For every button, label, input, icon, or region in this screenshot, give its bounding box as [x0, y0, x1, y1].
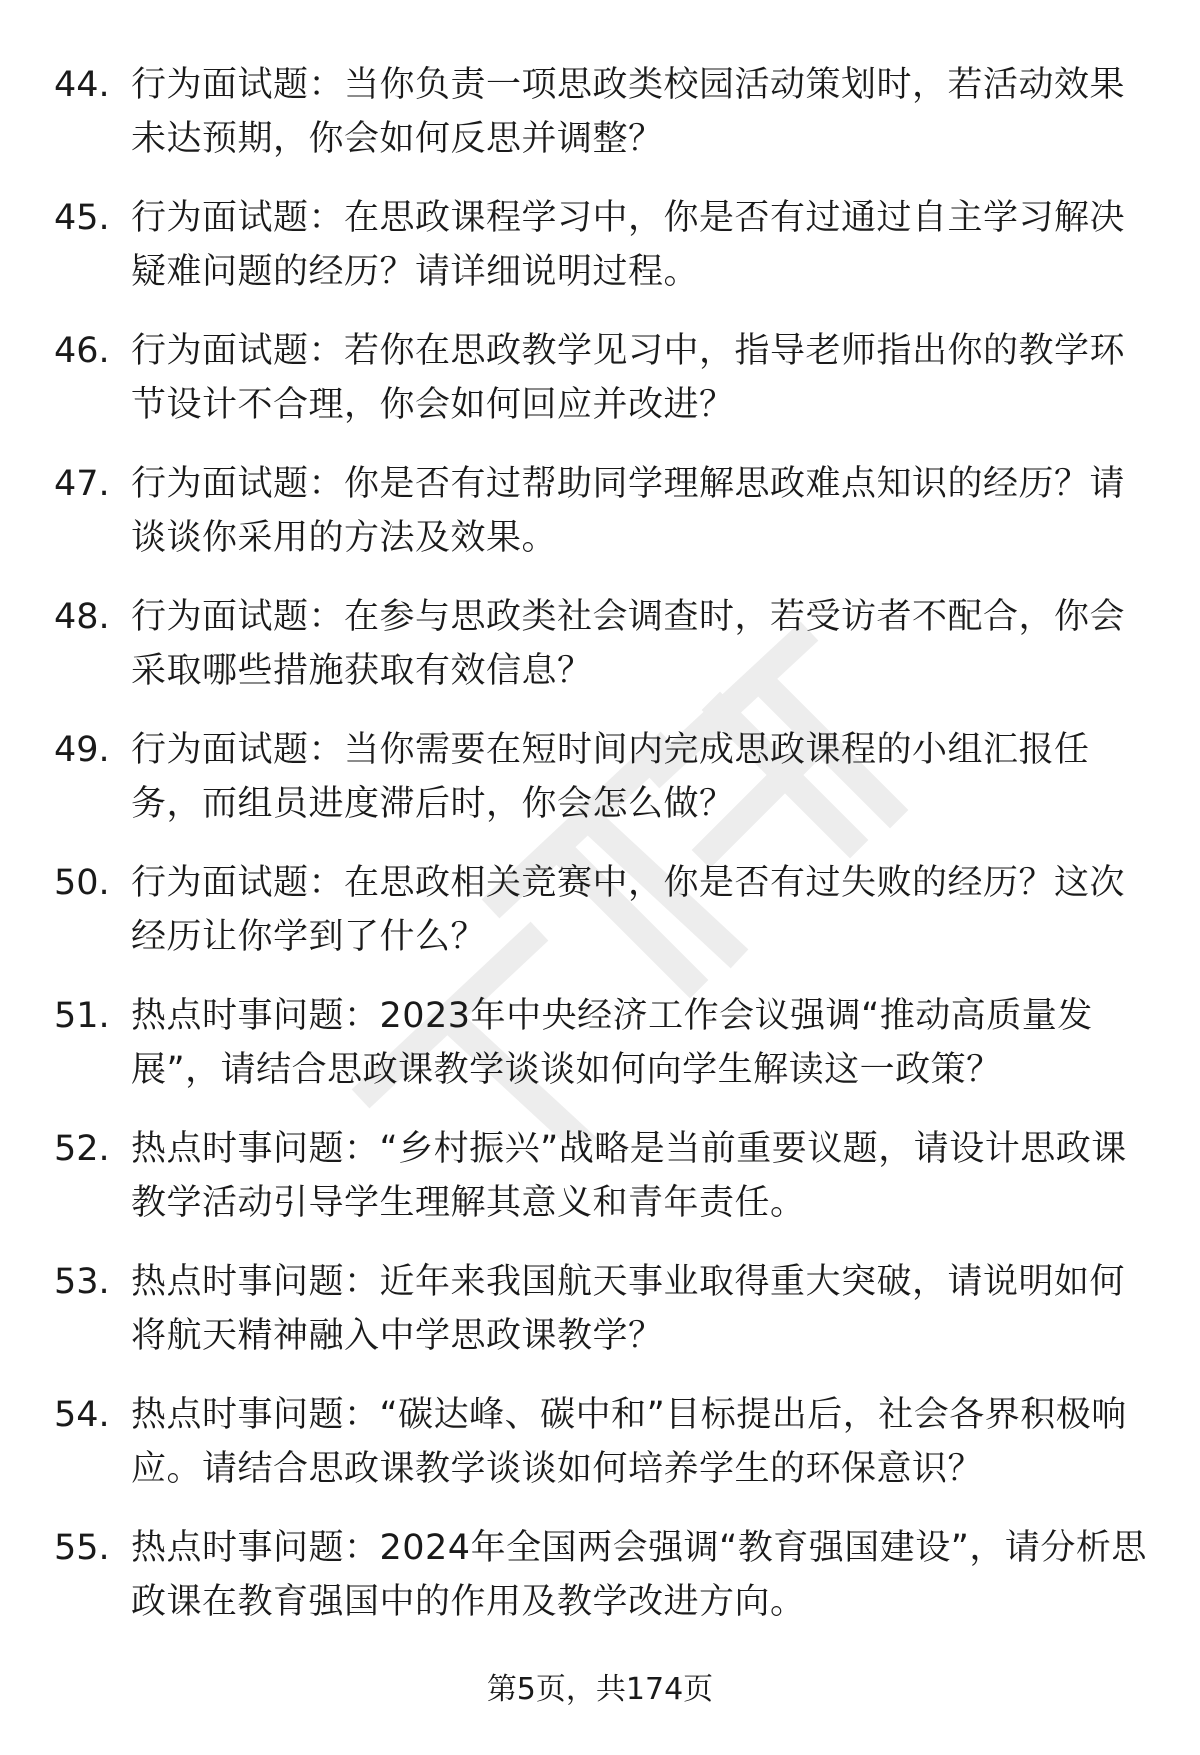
list-item	[0, 457, 1200, 590]
list-item	[0, 1388, 1200, 1521]
question-number: 55.	[54, 1528, 110, 1568]
question-text: 热点时事问题：2024年全国两会强调“教育强国建设”，请分析思政课在教育强国中的作用及教学改进方向。	[131, 1528, 1147, 1622]
question-number: 53.	[54, 1262, 110, 1302]
list-item	[0, 1122, 1200, 1255]
page-footer: 第5页，共174页	[486, 1672, 714, 1707]
question-text: 行为面试题：当你负责一项思政类校园活动策划时，若活动效果未达预期，你会如何反思并调整？	[131, 65, 1126, 159]
question-list	[0, 58, 1200, 1654]
question-text: 行为面试题：在思政相关竞赛中，你是否有过失败的经历？这次经历让你学到了什么？	[131, 863, 1126, 957]
list-item	[0, 191, 1200, 324]
list-item	[0, 324, 1200, 457]
question-text: 行为面试题：当你需要在短时间内完成思政课程的小组汇报任务，而组员进度滞后时，你会怎么做？	[131, 730, 1090, 824]
list-item	[0, 856, 1200, 989]
question-number: 45.	[54, 198, 110, 238]
list-item	[0, 590, 1200, 723]
question-text: 热点时事问题：近年来我国航天事业取得重大突破，请说明如何将航天精神融入中学思政课教学？	[131, 1262, 1126, 1356]
list-item	[0, 1255, 1200, 1388]
question-text: 热点时事问题：2023年中央经济工作会议强调“推动高质量发展”，请结合思政课教学谈谈如何向学生解读这一政策？	[131, 996, 1093, 1090]
question-number: 52.	[54, 1129, 110, 1169]
question-text: 行为面试题：在思政课程学习中，你是否有过通过自主学习解决疑难问题的经历？请详细说明过程。	[131, 198, 1126, 292]
question-number: 50.	[54, 863, 110, 903]
question-number: 47.	[54, 464, 110, 504]
list-item	[0, 989, 1200, 1122]
question-number: 46.	[54, 331, 110, 371]
question-text: 行为面试题：在参与思政类社会调查时，若受访者不配合，你会采取哪些措施获取有效信息？	[131, 597, 1126, 691]
question-number: 44.	[54, 65, 110, 105]
list-item	[0, 58, 1200, 191]
question-number: 54.	[54, 1395, 110, 1435]
question-text: 行为面试题：若你在思政教学见习中，指导老师指出你的教学环节设计不合理，你会如何回应并改进？	[131, 331, 1126, 425]
question-number: 49.	[54, 730, 110, 770]
list-item	[0, 1521, 1200, 1654]
list-item	[0, 723, 1200, 856]
question-text: 热点时事问题：“碳达峰、碳中和”目标提出后，社会各界积极响应。请结合思政课教学谈谈如何培养学生的环保意识？	[131, 1395, 1127, 1489]
question-text: 行为面试题：你是否有过帮助同学理解思政难点知识的经历？请谈谈你采用的方法及效果。	[131, 464, 1126, 558]
question-number: 48.	[54, 597, 110, 637]
question-text: 热点时事问题：“乡村振兴”战略是当前重要议题，请设计思政课教学活动引导学生理解其意义和青年责任。	[131, 1129, 1127, 1223]
question-number: 51.	[54, 996, 110, 1036]
